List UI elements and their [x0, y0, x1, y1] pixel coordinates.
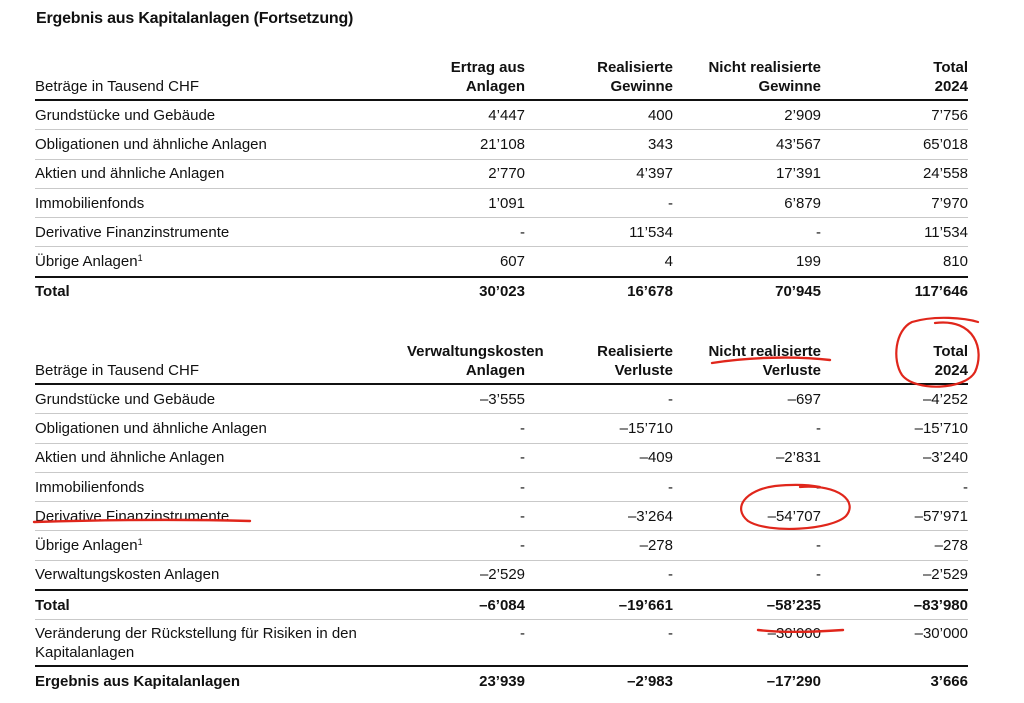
row-label: Immobilienfonds	[35, 194, 145, 212]
table-row	[35, 443, 968, 472]
cell-value: 30’023	[479, 283, 525, 301]
cell-value: –2’529	[479, 566, 525, 584]
cell-value: -	[816, 566, 821, 584]
cell-value: –3’264	[627, 507, 673, 525]
cell-value: –19’661	[618, 596, 673, 614]
expense-table	[35, 342, 968, 696]
cell-value: 17’391	[775, 165, 821, 183]
row-label: Aktien und ähnliche Anlagen	[35, 449, 225, 467]
column-header-line2: Gewinne	[610, 78, 673, 95]
column-header	[407, 58, 525, 100]
cell-value: 6’879	[784, 194, 821, 212]
footnote-marker: 1	[137, 253, 143, 264]
row-label: Obligationen und ähnliche Anlagen	[35, 419, 267, 437]
cell-value: 7’970	[931, 194, 968, 212]
cell-value: 23’939	[479, 673, 525, 691]
column-header	[407, 342, 544, 384]
table-row	[35, 384, 968, 414]
column-header-line2: Verluste	[614, 362, 673, 379]
column-header-line1: Realisierte	[597, 59, 673, 76]
cell-value: 4	[664, 253, 673, 271]
page-title: Ergebnis aus Kapitalanlagen (Fortsetzung)	[36, 10, 354, 27]
row-label: Verwaltungskosten Anlagen	[35, 566, 220, 584]
row-label: Obligationen und ähnliche Anlagen	[35, 135, 267, 153]
cell-value: -	[668, 566, 673, 584]
cell-value: –4’252	[922, 390, 968, 408]
row-label: Derivative Finanzinstrumente	[35, 507, 230, 525]
cell-value: -	[520, 625, 525, 643]
column-header-line2: Anlagen	[465, 78, 525, 95]
column-header-line1: Total	[933, 59, 968, 76]
column-header	[673, 342, 821, 384]
row-label: Total	[35, 596, 70, 614]
change-provision-row	[35, 620, 968, 667]
column-header	[525, 58, 673, 100]
cell-value: -	[816, 478, 821, 496]
cell-value: 43’567	[775, 135, 821, 153]
table-row	[35, 247, 968, 277]
cell-value: –697	[787, 390, 821, 408]
cell-value: –30’000	[914, 625, 968, 643]
row-label: Immobilienfonds	[35, 478, 145, 496]
table-row	[35, 100, 968, 130]
column-header-line2: 2024	[934, 362, 968, 379]
total-row	[35, 277, 968, 306]
table-row	[35, 218, 968, 247]
column-header-line1: Realisierte	[597, 343, 673, 360]
column-header-line1: Verwaltungskosten	[407, 343, 544, 360]
table-row	[35, 560, 968, 590]
cell-value: -	[520, 478, 525, 496]
column-header	[673, 58, 821, 100]
cell-value: 16’678	[627, 283, 673, 301]
cell-value: -	[668, 478, 673, 496]
cell-value: –3’555	[479, 390, 525, 408]
footnote-marker: 1	[137, 537, 143, 548]
cell-value: 3’666	[930, 673, 968, 691]
total-row	[35, 590, 968, 620]
column-header-line1: Nicht realisierte	[708, 343, 821, 360]
table-row	[35, 502, 968, 531]
table-row	[35, 188, 968, 217]
cell-value: –83’980	[913, 596, 968, 614]
cell-value: -	[520, 449, 525, 467]
income-table	[35, 58, 968, 306]
cell-value: –30’000	[767, 625, 821, 643]
cell-value: 24’558	[922, 165, 968, 183]
cell-value: -	[816, 419, 821, 437]
cell-value: –2’831	[775, 449, 821, 467]
cell-value: 2’909	[784, 106, 821, 124]
cell-value: 11’534	[629, 223, 673, 241]
cell-value: –2’983	[627, 673, 673, 691]
row-label-text: Übrige Anlagen	[35, 537, 138, 555]
cell-value: 1’091	[488, 194, 525, 212]
cell-value: 21’108	[479, 135, 525, 153]
cell-value: –54’707	[767, 507, 821, 525]
cell-value: -	[520, 223, 525, 241]
table-row	[35, 130, 968, 159]
cell-value: 65’018	[922, 135, 968, 153]
cell-value: –57’971	[914, 507, 968, 525]
column-header	[821, 58, 968, 100]
column-header-line1: Nicht realisierte	[708, 59, 821, 76]
row-label: Veränderung der Rückstellung für Risiken in den Kapitalanlagen	[35, 625, 357, 662]
row-label: Ergebnis aus Kapitalanlagen	[35, 673, 241, 691]
cell-value: -	[668, 390, 673, 408]
table-row	[35, 531, 968, 560]
cell-value: –58’235	[766, 596, 821, 614]
cell-value: -	[520, 507, 525, 525]
table-row	[35, 472, 968, 501]
cell-value: 607	[499, 253, 525, 271]
column-header-line1: Total	[933, 343, 968, 360]
column-header-line2: Verluste	[762, 362, 821, 379]
cell-value: 199	[795, 253, 821, 271]
cell-value: 70’945	[775, 283, 821, 301]
cell-value: –15’710	[619, 419, 673, 437]
cell-value: 2’770	[488, 165, 525, 183]
cell-value: -	[668, 625, 673, 643]
cell-value: –6’084	[479, 596, 525, 614]
column-header	[821, 342, 968, 384]
cell-value: 11’534	[924, 223, 968, 241]
cell-value: –278	[934, 537, 968, 555]
cell-value: -	[963, 478, 968, 496]
cell-value: –2’529	[922, 566, 968, 584]
result-row	[35, 666, 968, 695]
row-label: Aktien und ähnliche Anlagen	[35, 165, 225, 183]
row-label-text: Übrige Anlagen	[35, 253, 138, 271]
column-header-label: Beträge in Tausend CHF	[35, 362, 199, 379]
cell-value: 4’397	[636, 165, 673, 183]
cell-value: 810	[942, 253, 968, 271]
column-header-line1: Ertrag aus	[450, 59, 525, 76]
table-row	[35, 159, 968, 188]
cell-value: 117’646	[914, 283, 968, 301]
row-label: Grundstücke und Gebäude	[35, 106, 216, 124]
cell-value: -	[816, 223, 821, 241]
column-header-label: Beträge in Tausend CHF	[35, 78, 199, 95]
cell-value: -	[520, 419, 525, 437]
cell-value: -	[520, 537, 525, 555]
cell-value: –3’240	[922, 449, 968, 467]
table-row	[35, 414, 968, 443]
table-header-row	[35, 342, 968, 384]
cell-value: –409	[639, 449, 673, 467]
cell-value: -	[816, 537, 821, 555]
row-label	[35, 247, 407, 277]
row-label: Grundstücke und Gebäude	[35, 390, 216, 408]
column-header-line2: Anlagen	[465, 362, 525, 379]
cell-value: –278	[639, 537, 673, 555]
row-label: Derivative Finanzinstrumente	[35, 223, 230, 241]
column-header-line2: 2024	[934, 78, 968, 95]
cell-value: 400	[647, 106, 673, 124]
column-header	[525, 342, 673, 384]
column-header-line2: Gewinne	[758, 78, 821, 95]
table-header-row	[35, 58, 968, 100]
cell-value: -	[668, 194, 673, 212]
cell-value: 343	[647, 135, 673, 153]
cell-value: –17’290	[766, 673, 821, 691]
cell-value: 4’447	[488, 106, 525, 124]
row-label	[35, 531, 407, 560]
cell-value: –15’710	[914, 419, 968, 437]
cell-value: 7’756	[931, 106, 968, 124]
row-label: Total	[35, 283, 70, 301]
